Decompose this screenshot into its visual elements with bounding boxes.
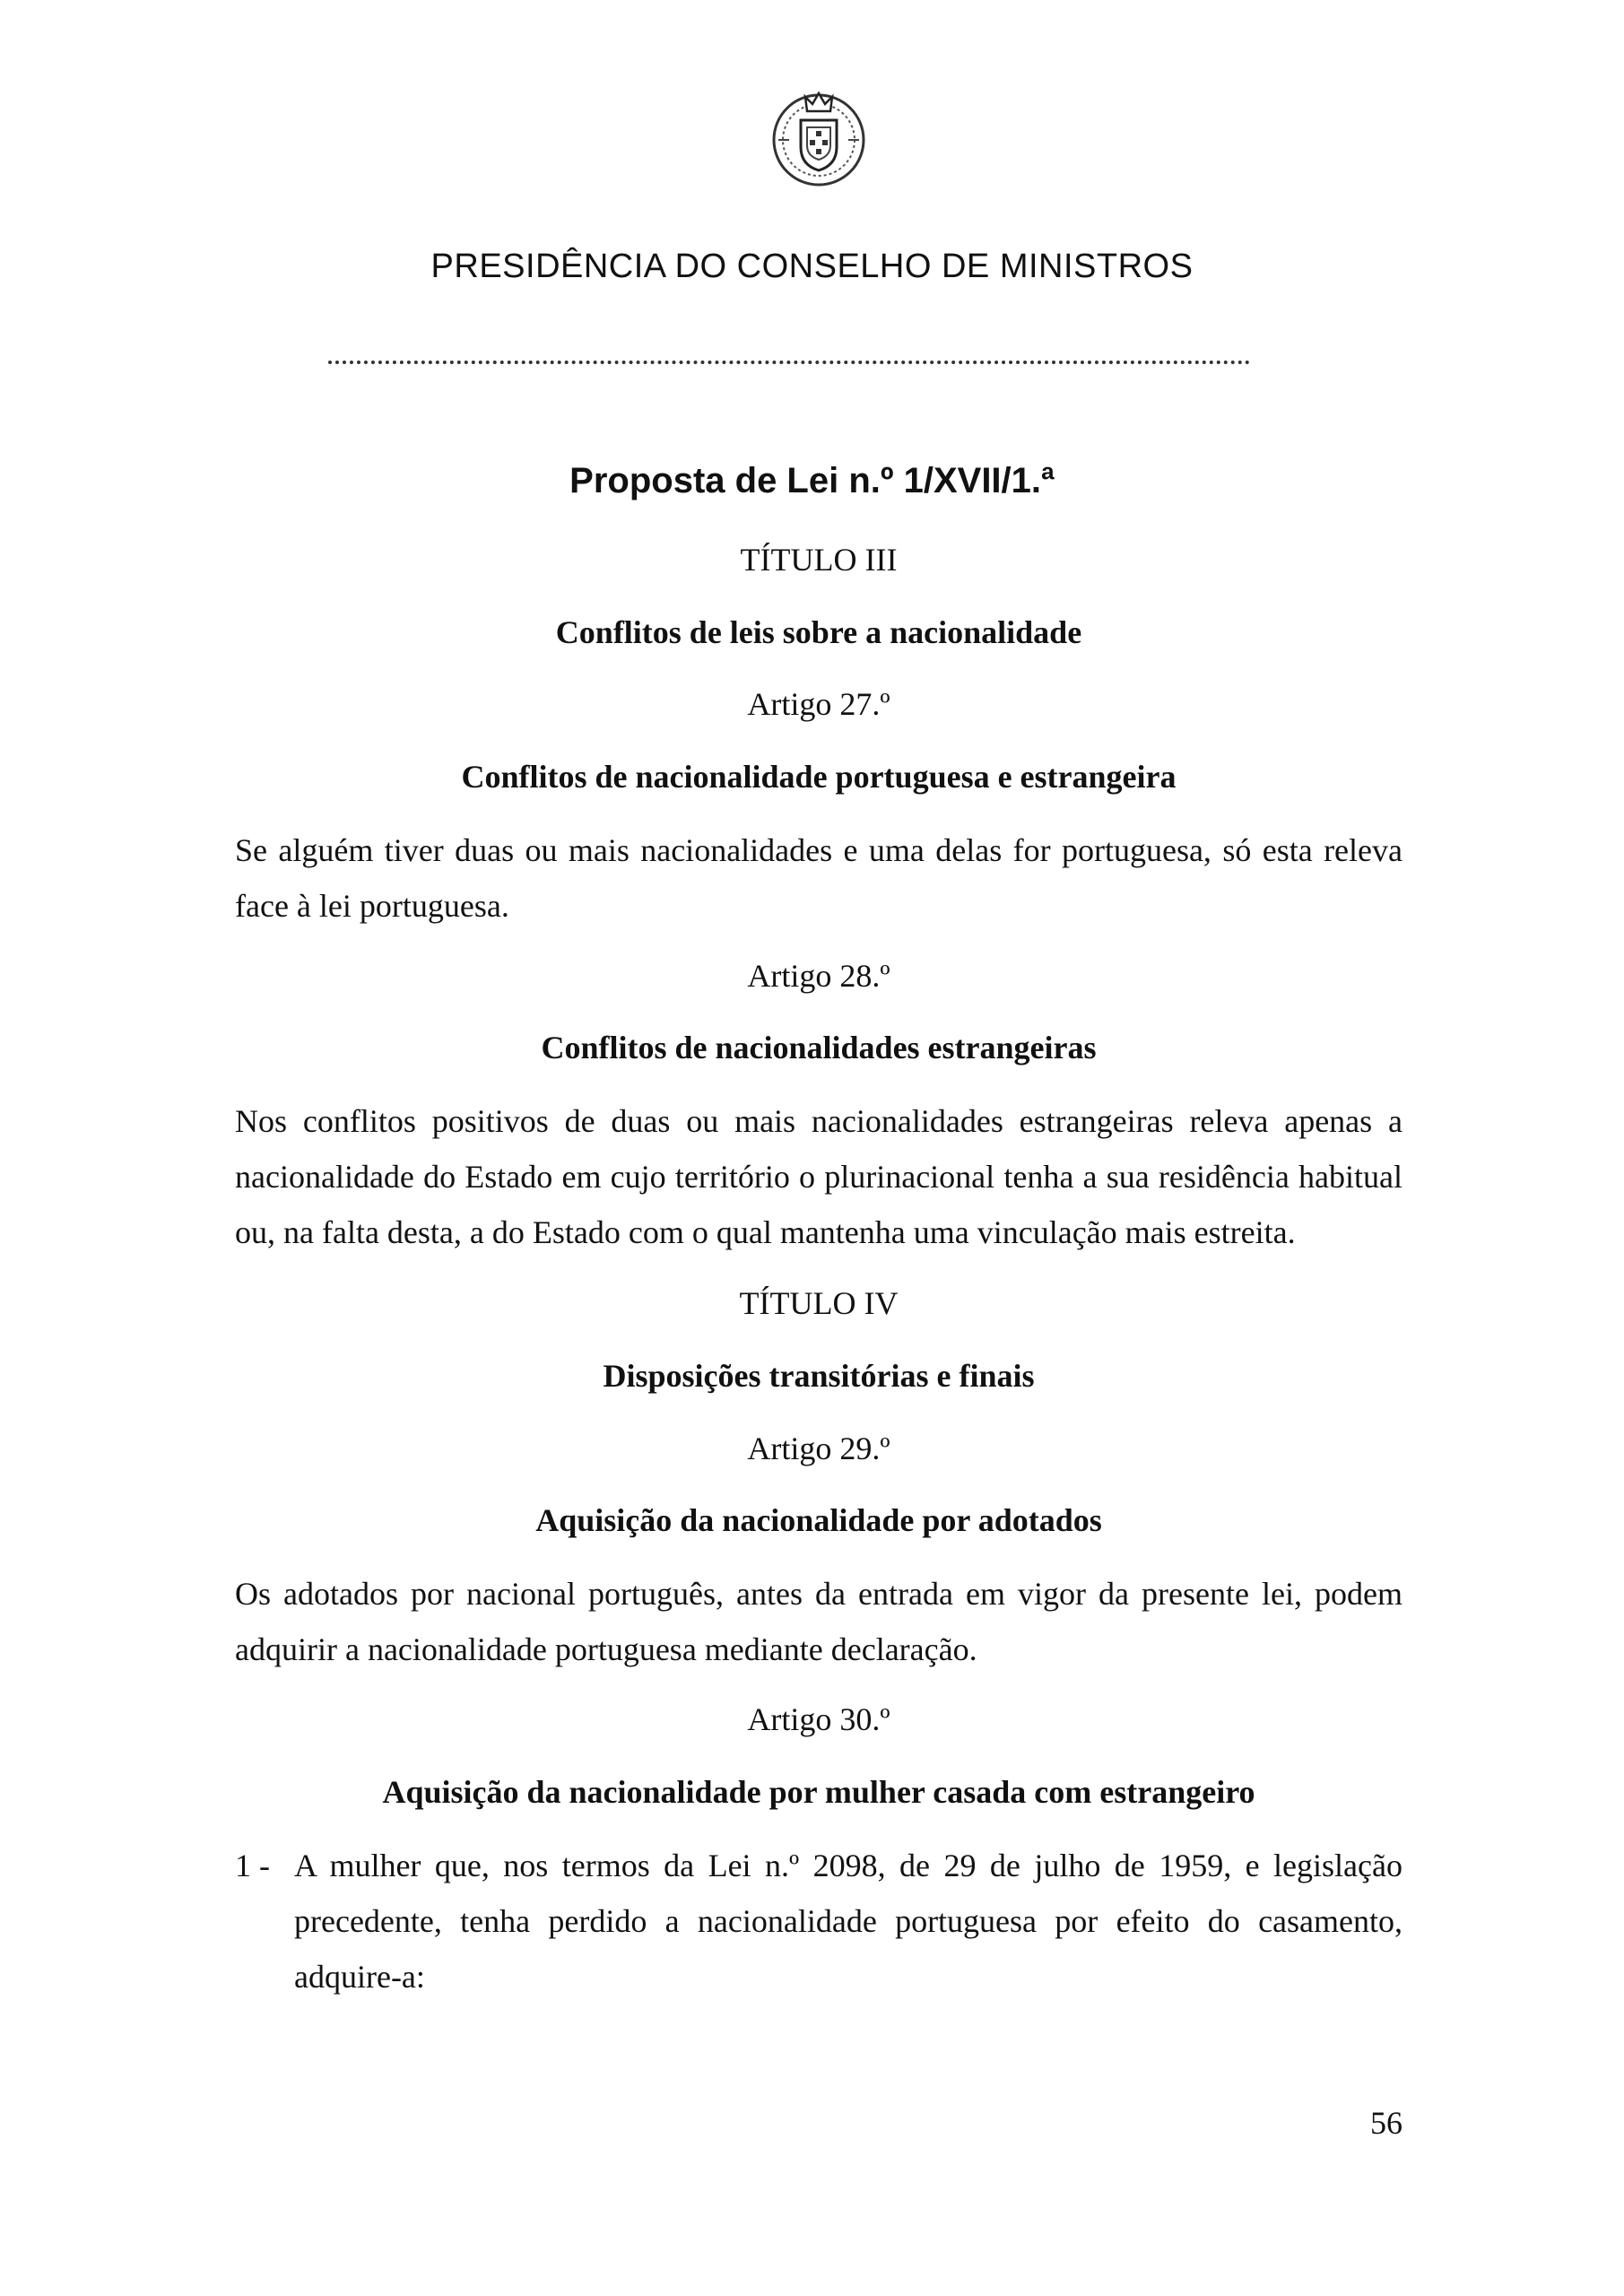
article-30-label: Artigo 30.º	[747, 1701, 890, 1737]
title-heading-iii: TÍTULO III	[740, 542, 898, 578]
article-29-title: Aquisição da nacionalidade por adotados	[535, 1502, 1102, 1538]
portuguese-coat-of-arms-icon	[769, 84, 868, 190]
ministry-header: PRESIDÊNCIA DO CONSELHO DE MINISTROS	[430, 248, 1194, 285]
title-heading-iv: TÍTULO IV	[739, 1285, 899, 1321]
article-29-label: Artigo 29.º	[747, 1431, 890, 1466]
article-29-text: Os adotados por nacional português, antes da entrada em vigor da presente lei, podem adquirir a nacionalidade portuguesa mediante declaração.	[235, 1576, 1403, 1667]
article-28-label: Artigo 28.º	[747, 958, 890, 994]
dotted-divider	[328, 361, 1250, 370]
title-subtitle-iii: Conflitos de leis sobre a nacionalidade	[555, 614, 1082, 650]
article-28-title: Conflitos de nacionalidades estrangeiras	[541, 1030, 1097, 1065]
article-28-text: Nos conflitos positivos de duas ou mais nacionalidades estrangeiras releva apenas a nacionalidade do Estado em cujo território o plurinacional tenha a sua residência habitual ou, na falta desta, a do Estado com o qual mantenha uma vinculação mais estreita.	[235, 1103, 1403, 1250]
page-number: 56	[1370, 2105, 1403, 2141]
article-27-label: Artigo 27.º	[747, 686, 890, 722]
article-30-item-1-text: A mulher que, nos termos da Lei n.º 2098, de 29 de julho de 1959, e legislação precedente, tenha perdido a nacionalidade portuguesa por efeito do casamento, adquire-a:	[294, 1848, 1403, 1995]
article-27-text: Se alguém tiver duas ou mais nacionalidades e uma delas for portuguesa, só esta releva face à lei portuguesa.	[235, 832, 1403, 924]
article-30-title: Aquisição da nacionalidade por mulher casada com estrangeiro	[382, 1774, 1255, 1810]
document-title: Proposta de Lei n.º 1/XVII/1.ª	[569, 461, 1055, 500]
article-30-item-1-number: 1 -	[235, 1848, 270, 1883]
title-subtitle-iv: Disposições transitórias e finais	[603, 1358, 1035, 1394]
article-27-title: Conflitos de nacionalidade portuguesa e estrangeira	[461, 759, 1177, 795]
